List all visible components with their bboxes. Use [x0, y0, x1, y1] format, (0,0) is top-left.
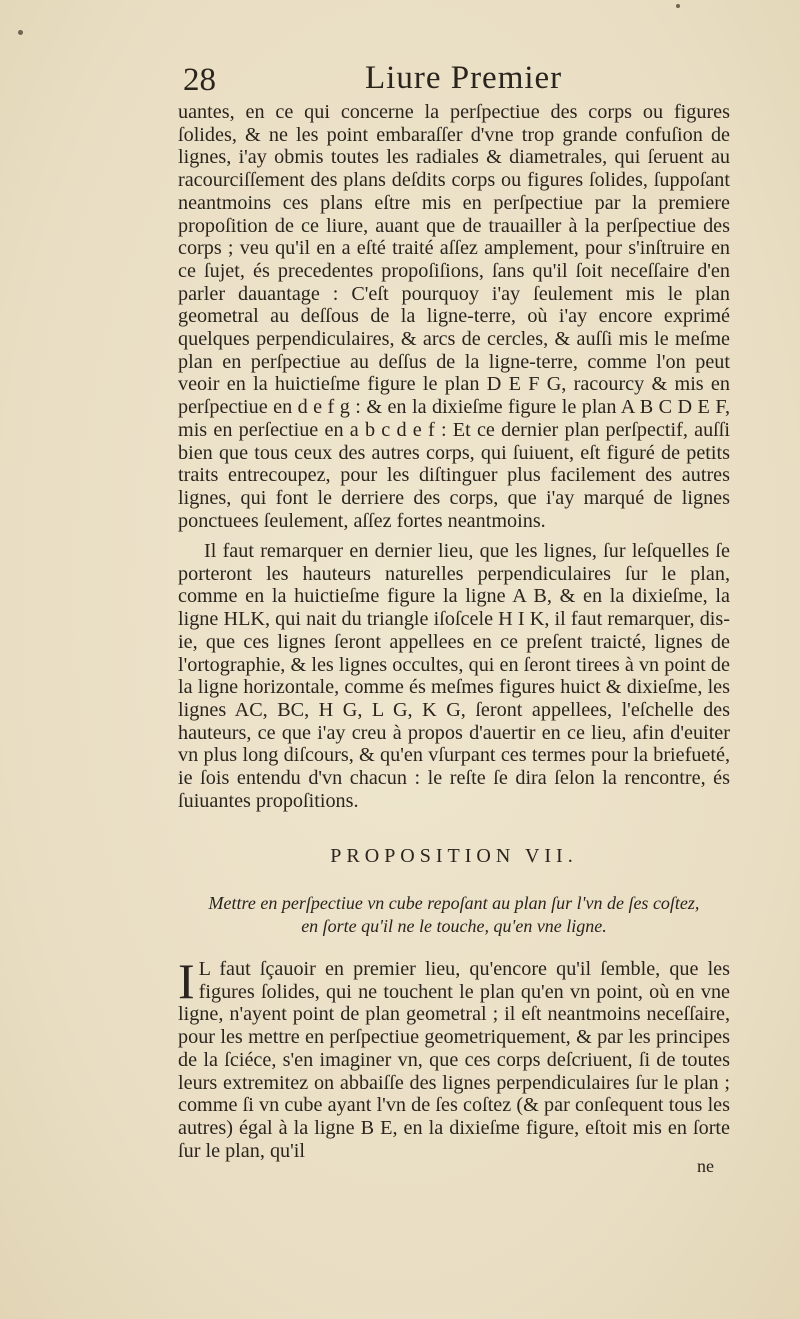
paragraph-body: L faut ſçauoir en premier lieu, qu'encore qu'il ſemble, que les figures ſolides, qui ne touchent le plan qu'en vn point, où en vne ligne, n'ayent point de plan geometral ; il eſt neantmoins neceſſaire, pour les mettre en perſpectiue geometriquement, & par les principes de la ſciéce, s'en imaginer vn, que ces corps deſcriuent, ſi de toutes leurs extremitez on abbaiſſe des lignes perpendiculaires ſur le plan ; comme ſi vn cube ayant l'vn de ſes coſtez (& par conſequent tous les autres) égal à la ligne B E, en la dixieſme figure, eſtoit mis en ſorte ſur le plan, qu'il	[178, 958, 730, 1162]
drop-cap: I	[178, 953, 195, 1009]
proposition-heading: PROPOSITION VII.	[330, 845, 578, 867]
proposition-title-line: en ſorte qu'il ne le touche, qu'en vne ligne.	[301, 916, 607, 936]
running-title: Liure Premier	[365, 60, 563, 96]
paragraph-remark	[178, 540, 730, 812]
proposition-title-line: Mettre en perſpectiue vn cube repoſant au plan ſur l'vn de ſes coſtez,	[208, 893, 700, 913]
paragraph-continuation	[178, 101, 730, 532]
catchword: ne	[697, 1156, 714, 1176]
ink-speck	[676, 4, 680, 8]
paragraph-text	[178, 953, 730, 1162]
page-header	[183, 60, 728, 104]
ink-speck	[18, 30, 23, 35]
proposition-title	[178, 892, 730, 938]
paragraph-text: Il faut remarquer en dernier lieu, que les lignes, ſur leſquelles ſe porteront les hauteurs naturelles perpendiculaires ſur le plan, comme en la huictieſme figure la ligne A B, & en la dixieſme, la ligne HLK, qui nait du triangle iſoſcele H I K, il faut remarquer, dis-ie, que ces lignes ſeront appellees en ce preſent traicté, lignes de l'ortographie, & les lignes occultes, qui en ſeront tirees à vn point de la ligne horizontale, comme és meſmes figures huict & dixieſme, les lignes AC, BC, H G, L G, K G, ſeront appellees, l'eſchelle des hauteurs, ce que i'ay creu à propos d'auertir en ce lieu, afin d'euiter vn plus long diſcours, & qu'en vſurpant ces termes pour la briefueté, ie ſois entendu d'vn chacun : le reſte ſe dira ſelon la rencontre, és ſuiuantes propoſitions.	[178, 540, 730, 812]
paragraph-text: uantes, en ce qui concerne la perſpectiue des corps ou figures ſolides, & ne les point embaraſſer d'vne trop grande confuſion de lignes, i'ay obmis toutes les radiales & diametrales, qui ſeruent au racourciſſement des plans deſdits corps ou figures ſolides, ſuppoſant neantmoins ces plans eſtre mis en perſpectiue par la premiere propoſition de ce liure, auant que de trauailler à la perſpectiue des corps ; veu qu'il en a eſté traité aſſez amplement, pour s'inſtruire en ce ſujet, és precedentes propoſiſions, ſans qu'il ſoit neceſſaire d'en parler dauantage : C'eſt pourquoy i'ay ſeulement mis le plan geometral au deſſous de la ligne-terre, où i'ay encore exprimé quelques perpendiculaires, & arcs de cercles, & auſſi mis le meſme plan en perſpectiue au deſſus de la ligne-terre, comme l'on peut veoir en la huictieſme figure le plan D E F G, racourcy & mis en perſpectiue en d e f g : & en la dixieſme figure le plan A B C D E F, mis en perſectiue en a b c d e f : Et ce dernier plan perſpectif, auſſi bien que tous ceux des autres corps, qui ſuiuent, eſt figuré de petits traits entrecoupez, pour les diſtinguer plus facilement des autres lignes, qui font le derriere des corps, que i'ay marqué de lignes ponctuees ſeulement, aſſez fortes neantmoins.	[178, 101, 730, 532]
paragraph-proposition-body	[178, 953, 730, 1162]
page-number: 28	[183, 62, 216, 98]
